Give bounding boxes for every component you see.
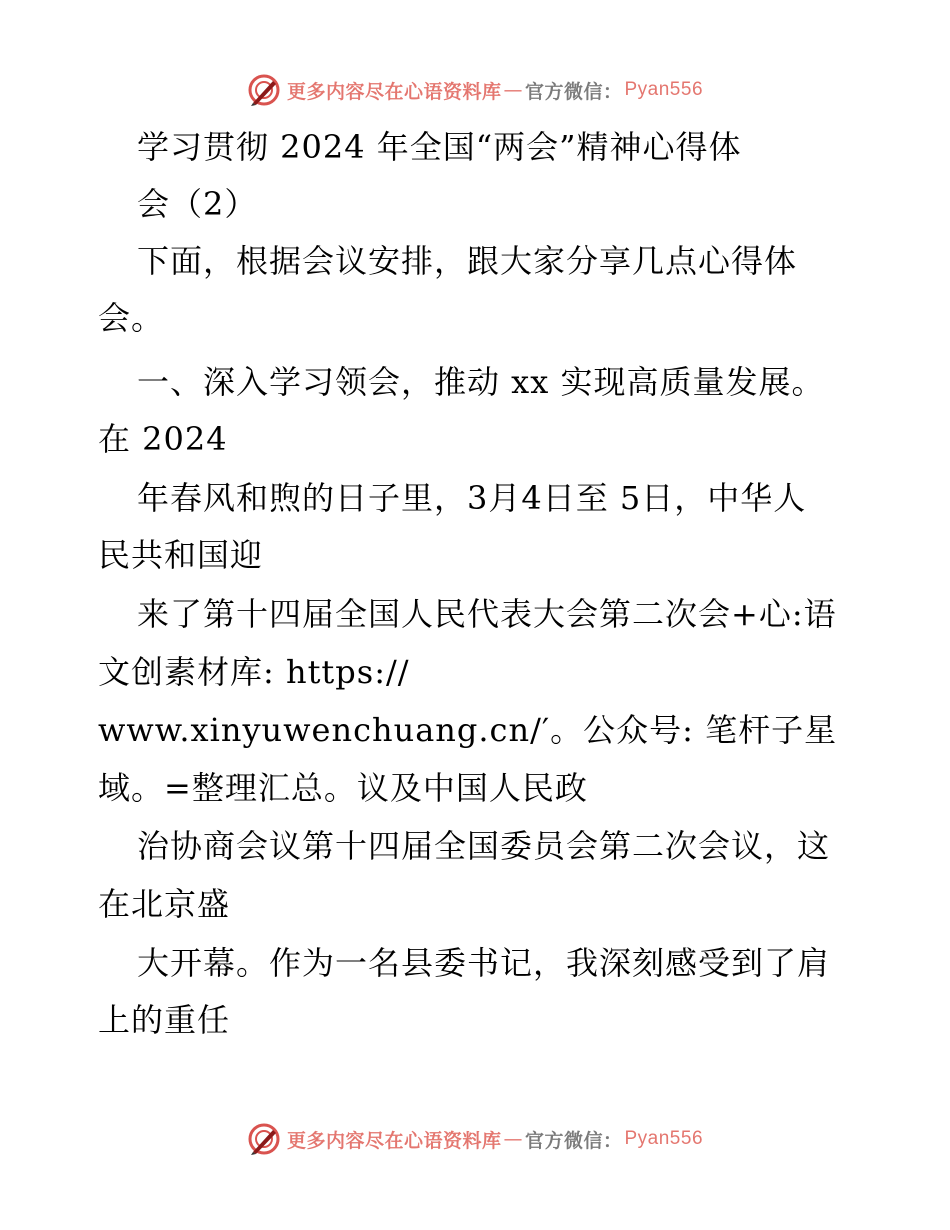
banner-main-text: 更多内容尽在心语资料库 <box>286 1129 502 1152</box>
banner-wechat-label: 官方微信： <box>524 80 623 103</box>
doc-line: 会。 <box>98 299 165 337</box>
doc-line: 大开幕。作为一名县委书记，我深刻感受到了肩 <box>137 944 831 982</box>
doc-line-title-2: 会（2） <box>137 185 258 223</box>
doc-line: 来了第十四届全国人民代表大会第二次会+心:语 <box>137 595 837 633</box>
banner-wechat-label: 官方微信： <box>524 1129 623 1152</box>
banner-wechat-id: Pyan556 <box>624 1128 704 1149</box>
doc-line: 上的重任 <box>98 1001 231 1039</box>
banner-dash: — <box>503 79 523 101</box>
doc-line: 民共和国迎 <box>98 536 264 574</box>
banner-wechat-id: Pyan556 <box>624 79 704 100</box>
pen-logo-icon <box>247 1122 281 1156</box>
doc-line: 域。=整理汇总。议及中国人民政 <box>98 769 588 807</box>
banner-dash: — <box>503 1128 523 1150</box>
doc-line: 年春风和煦的日子里，3月4日至 5日，中华人 <box>137 479 807 517</box>
doc-line: 下面，根据会议安排，跟大家分享几点心得体 <box>137 242 798 280</box>
pen-logo-icon <box>247 73 281 107</box>
doc-line: 文创素材库: https:// <box>98 653 410 691</box>
doc-line: 治协商会议第十四届全国委员会第二次会议，这 <box>137 827 831 865</box>
banner-main-text: 更多内容尽在心语资料库 <box>286 80 502 103</box>
doc-line: 在 2024 <box>98 420 228 458</box>
header-banner <box>0 70 950 110</box>
doc-line: www.xinyuwenchuang.cn/′。公众号: 笔杆子星 <box>98 711 838 749</box>
doc-line: 一、深入学习领会，推动 xx 实现高质量发展。 <box>137 363 825 401</box>
doc-line-title-1: 学习贯彻 2024 年全国“两会”精神心得体 <box>137 128 742 166</box>
footer-banner <box>0 1119 950 1159</box>
doc-line: 在北京盛 <box>98 885 231 923</box>
